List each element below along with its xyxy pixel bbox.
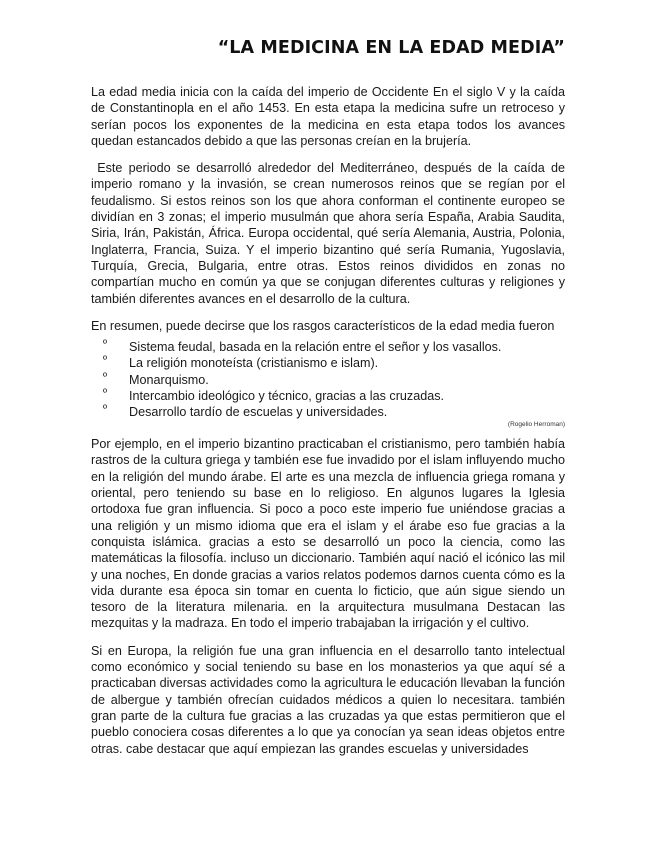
document-title: “LA MEDICINA EN LA EDAD MEDIA” (217, 38, 565, 58)
list-item (103, 372, 565, 388)
list-item-text: Sistema feudal, basada en la relación entre el señor y los vasallos. (129, 340, 502, 355)
bullet-marker: º (103, 338, 108, 351)
paragraph-intro-1: La edad media inicia con la caída del imperio de Occidente En el siglo V y la caída de Constantinopla en el año 1453. En esta etapa la medicina sufre un retroceso y serían pocos los exponentes de la medicina en esta etapa todos los avances quedan estancados debido a que las personas creían en la brujería. (91, 85, 565, 148)
bullet-marker: º (103, 354, 108, 367)
paragraph-intro-2: Este periodo se desarrolló alrededor del Mediterráneo, después de la caída de imperio romano y la invasión, se crean numerosos reinos que se regían por el feudalismo. Si estos reinos son los que ahora conforman el continente europeo se dividían en 3 zonas; el imperio musulmán que ahora sería España, Arabia Saudita, Siria, Irán, Pakistán, África. Europa occidental, qué sería Alemania, Austria, Polonia, Inglaterra, Francia, Suiza. Y el imperio bizantino qué sería Rumania, Yugoslavia, Turquía, Grecia, Bulgaria, entre otras. Estos reinos divididos en zonas no compartían mucho en común ya que se conjugan diferentes culturas y religiones y también diferentes avances en el desarrollo de la cultura. (91, 161, 569, 306)
paragraph-body-1: Por ejemplo, en el imperio bizantino practicaban el cristianismo, pero también había rastros de la cultura griega y también ese fue invadido por el islam influyendo mucho en la religión del mundo árabe. El arte es una mezcla de influencia griega romana y oriental, pero teniendo su base en lo religioso. En algunos lugares la Iglesia ortodoxa fue gran influencia. Si poco a poco este imperio fue uniéndose gracias a una religión y un mismo idioma que era el islam y el árabe eso fue gracias a la conquista islámica. gracias a esto se desarrolló un poco la ciencia, como las matemáticas la filosofía. incluso un diccionario. También aquí nació el icónico las mil y una noches, En donde gracias a varios relatos podemos darnos cuenta cómo es la vida durante esa época sin tomar en cuenta lo ficticio, que aún sigue siendo un tesoro de la literatura milenaria. en la arquitectura musulmana Destacan las mezquitas y la madraza. En todo el imperio trabajaban la irrigación y el cultivo. (91, 437, 565, 631)
paragraph-body-2: Si en Europa, la religión fue una gran influencia en el desarrollo tanto intelectual como económico y social teniendo su base en los monasterios ya que aquí sé a practicaban diversas actividades como la agricultura le educación llevaban la función de albergue y también ofrecían cuidados médicos a quien lo necesitara. también gran parte de la cultura fue gracias a las cruzadas ya que estas permitieron que el pueblo conociera cosas diferentes a lo que ya conocían ya sean ideas objetos entre otras. cabe destacar que aquí empiezan las grandes escuelas y universidades (91, 643, 565, 756)
list-item-text: Desarrollo tardío de escuelas y universidades. (129, 404, 388, 419)
list-item (103, 355, 565, 371)
citation: (Rogelio Herroman) (507, 421, 565, 429)
list-item-text: Monarquismo. (129, 372, 209, 387)
bullet-marker: º (103, 370, 108, 383)
characteristics-list (91, 339, 565, 420)
list-item-text: Intercambio ideológico y técnico, gracias a las cruzadas. (129, 388, 445, 403)
bullet-marker: º (103, 386, 108, 399)
list-item-text: La religión monoteísta (cristianismo e islam). (129, 356, 379, 371)
list-item (103, 339, 565, 355)
bullet-marker: º (103, 402, 108, 415)
paragraph-summary-lead: En resumen, puede decirse que los rasgos característicos de la edad media fueron (91, 318, 555, 333)
list-item (103, 388, 565, 404)
list-item (103, 404, 565, 420)
